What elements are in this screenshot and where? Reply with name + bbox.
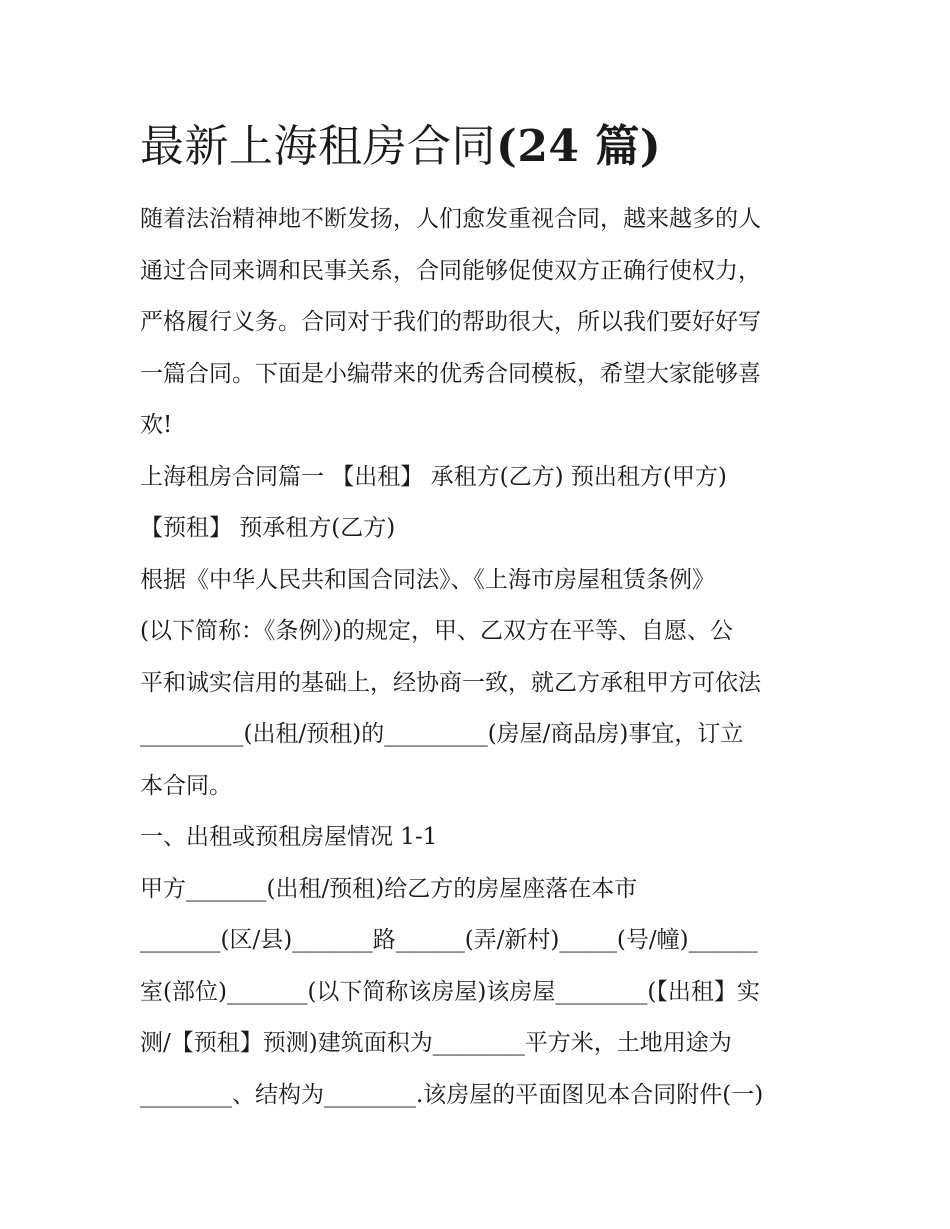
clause-heading-line: 一、出租或预租房屋情况 1-1 bbox=[140, 824, 438, 850]
text-line: 本合同。 bbox=[140, 772, 232, 799]
title-suffix: (24 篇) bbox=[496, 121, 662, 172]
text-line: 室(部位)_______(以下简称该房屋)该房屋________(【出租】实 bbox=[140, 978, 760, 1005]
text-line: 严格履行义务。合同对于我们的帮助很大，所以我们要好好写 bbox=[140, 309, 761, 335]
section-heading-line: 上海租房合同篇一 【出租】 承租方(乙方) 预出租方(甲方) bbox=[140, 463, 727, 490]
text-line: 平和诚实信用的基础上，经协商一致，就乙方承租甲方可依法 bbox=[140, 669, 761, 696]
text-line: 通过合同来调和民事关系，合同能够促使双方正确行使权力， bbox=[140, 257, 761, 284]
text-line: 甲方_______(出租/预租)给乙方的房屋座落在本市 bbox=[140, 875, 638, 902]
text-line: 测/【预租】预测)建筑面积为________平方米，土地用途为 bbox=[140, 1030, 732, 1056]
title-main: 最新上海租房合同 bbox=[140, 121, 496, 172]
text-line: (以下简称：《条例》)的规定，甲、乙双方在平等、自愿、公 bbox=[140, 618, 733, 644]
text-line: _________(出租/预租)的_________(房屋/商品房)事宜，订立 bbox=[140, 721, 744, 747]
text-line: 【预租】 预承租方(乙方) bbox=[140, 515, 396, 541]
document-body bbox=[140, 112, 820, 1121]
text-line: ________、结构为________.该房屋的平面图见本合同附件(一) bbox=[140, 1081, 764, 1108]
text-line: _______(区/县)_______路______(弄/新村)_____(号/幢)______ bbox=[140, 927, 758, 953]
text-line: 根据《中华人民共和国合同法》、《上海市房屋租赁条例》 bbox=[140, 566, 715, 593]
document-title bbox=[140, 112, 820, 182]
text-line: 欢! bbox=[140, 412, 173, 438]
text-line: 随着法治精神地不断发扬，人们愈发重视合同，越来越多的人 bbox=[140, 206, 761, 232]
text-line: 一篇合同。下面是小编带来的优秀合同模板，希望大家能够喜 bbox=[140, 360, 761, 387]
